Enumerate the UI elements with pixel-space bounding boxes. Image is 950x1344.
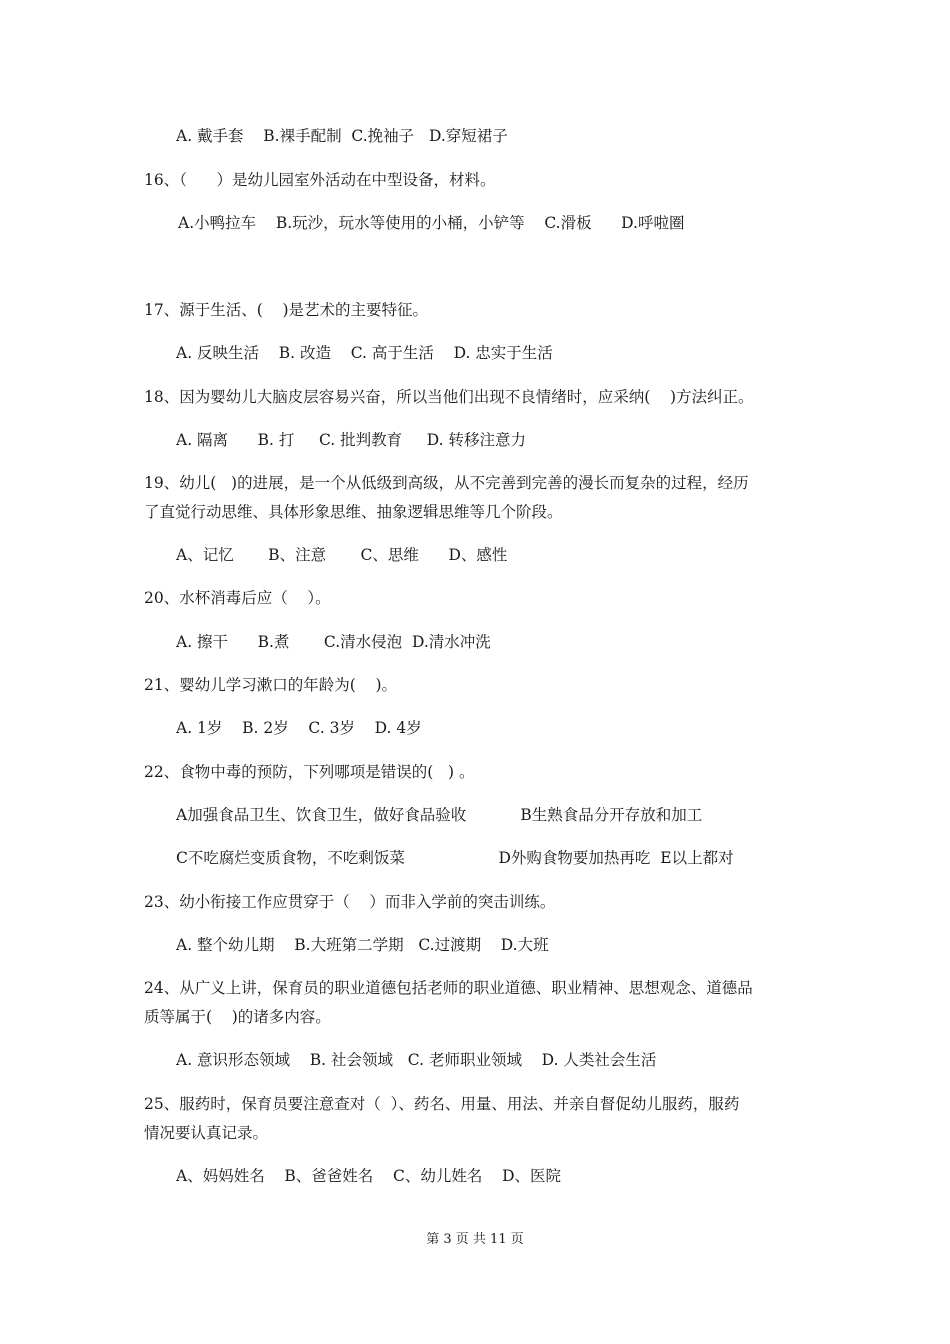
q21-options: A. 1岁 B. 2岁 C. 3岁 D. 4岁 (176, 719, 422, 737)
q20-question: 20、水杯消毒后应（ ）。 (144, 589, 331, 607)
q21-question: 21、婴幼儿学习漱口的年龄为( )。 (144, 676, 398, 694)
q19-question: 19、幼儿( )的进展，是一个从低级到高级，从不完善到完善的漫长而复杂的过程，经历 (144, 474, 749, 492)
q18-options: A. 隔离 B. 打 C. 批判教育 D. 转移注意力 (176, 431, 527, 449)
q16-question: 16、（ ）是幼儿园室外活动在中型设备，材料。 (144, 171, 496, 189)
q17-question: 17、源于生活、( )是艺术的主要特征。 (144, 301, 429, 319)
q24-options: A. 意识形态领域 B. 社会领域 C. 老师职业领域 D. 人类社会生活 (176, 1051, 657, 1069)
q25-question-cont: 情况要认真记录。 (144, 1124, 269, 1142)
q20-options: A. 擦干 B.煮 C.清水侵泡 D.清水冲洗 (176, 633, 491, 651)
q24-question: 24、从广义上讲，保育员的职业道德包括老师的职业道德、职业精神、思想观念、道德品 (144, 979, 753, 997)
q22-question: 22、食物中毒的预防，下列哪项是错误的( ) 。 (144, 763, 475, 781)
q18-question: 18、因为婴幼儿大脑皮层容易兴奋，所以当他们出现不良情绪时，应采纳( )方法纠正。 (144, 388, 754, 406)
q23-question: 23、幼小衔接工作应贯穿于（ ）而非入学前的突击训练。 (144, 893, 556, 911)
q15-options: A. 戴手套 B.裸手配制 C.挽袖子 D.穿短裙子 (176, 127, 508, 145)
q22-options-row2: C不吃腐烂变质食物，不吃剩饭菜 D外购食物要加热再吃 E以上都对 (176, 849, 734, 867)
q16-options: A.小鸭拉车 B.玩沙，玩水等使用的小桶，小铲等 C.滑板 D.呼啦圈 (178, 214, 685, 232)
q25-question: 25、服药时，保育员要注意查对（ ）、药名、用量、用法、并亲自督促幼儿服药，服药 (144, 1095, 740, 1113)
q24-question-cont: 质等属于( )的诸多内容。 (144, 1008, 331, 1026)
q19-question-cont: 了直觉行动思维、具体形象思维、抽象逻辑思维等几个阶段。 (144, 503, 563, 521)
q23-options: A. 整个幼儿期 B.大班第二学期 C.过渡期 D.大班 (176, 936, 549, 954)
q17-options: A. 反映生活 B. 改造 C. 高于生活 D. 忠实于生活 (176, 344, 553, 362)
q25-options: A、妈妈姓名 B、爸爸姓名 C、幼儿姓名 D、医院 (176, 1167, 561, 1185)
q22-options-row1: A加强食品卫生、饮食卫生，做好食品验收 B生熟食品分开存放和加工 (176, 806, 703, 824)
page-footer: 第 3 页 共 11 页 (426, 1232, 524, 1247)
q19-options: A、记忆 B、注意 C、思维 D、感性 (176, 546, 508, 564)
